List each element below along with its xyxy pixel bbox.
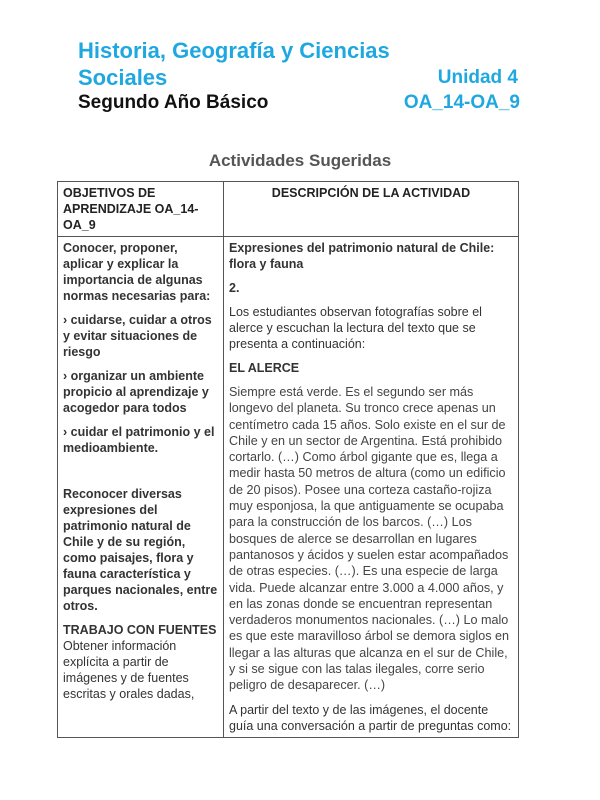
trabajo-text: Obtener información explícita a partir de imágenes y de fuentes escritas y orales dadas,: [63, 639, 195, 701]
title-line-1: Historia, Geografía y Ciencias: [78, 38, 390, 63]
activity-intro: Los estudiantes observan fotografías sobre el alerce y escuchan la lectura del texto que se presenta a continuación:: [229, 305, 482, 351]
unit-label: Unidad 4: [437, 67, 518, 88]
description-header: DESCRIPCIÓN DE LA ACTIVIDAD: [224, 182, 519, 237]
reading-title: EL ALERCE: [229, 361, 300, 375]
activity-number: 2.: [229, 281, 240, 295]
description-cell: [224, 237, 519, 738]
activities-table: [57, 181, 519, 738]
activity-title: Expresiones del patrimonio natural de Chile: flora y fauna: [229, 241, 495, 271]
objective-item: Conocer, proponer, aplicar y explicar la importancia de algunas normas necesarias para:: [63, 241, 211, 303]
reading-text: Siempre está verde. Es el segundo ser más longevo del planeta. Su tronco crece apenas un centímetro cada 15 años. Solo existe en el sur de Chile y en un sector de Argentina. Está prohibido cortarlo. (…) Como árbol gigante que es, llega a medir hasta 50 metros de altura (como un edificio de 20 pisos). Posee una corteza castaño-rojiza muy esponjosa, la que antiguamente se ocupaba para la construcción de los barcos. (…) Los bosques de alerce se desarrollan en lugares pantanosos y ácidos y suelen estar acompañados de otras especies. (…). Es una especie de larga vida. Puede alcanzar entre 3.000 a 4.000 años, y en las zonas donde se encuentran representan verdaderos monumentos nacionales. (…) Lo malo es que este maravilloso árbol se demora siglos en llegar a las alturas que alcanza en el sur de Chile, y si se sigue con las talas ilegales, corre serio peligro de desaparecer. (…): [229, 385, 510, 693]
section-title: Actividades Sugeridas: [208, 151, 392, 170]
objective-item: Reconocer diversas expresiones del patrimonio natural de Chile y de su región, como paisajes, flora y fauna característica y parques nacionales, entre otros.: [63, 487, 218, 613]
oa-label: OA_14-OA_9: [403, 92, 520, 113]
title-line-2: Sociales: [78, 65, 168, 90]
objective-item: › cuidar el patrimonio y el medioambiente.: [63, 425, 215, 455]
table-row: [58, 237, 519, 738]
closing-text: A partir del texto y de las imágenes, el docente guía una conversación a partir de preguntas como:: [229, 702, 512, 733]
objectives-header: OBJETIVOS DE APRENDIZAJE OA_14-OA_9: [58, 182, 224, 237]
table-header-row: [58, 182, 519, 237]
grade-label: Segundo Año Básico: [78, 92, 269, 113]
trabajo-heading: TRABAJO CON FUENTES: [63, 623, 217, 637]
objective-item: › organizar un ambiente propicio al aprendizaje y acogedor para todos: [63, 369, 209, 415]
document-title: [78, 37, 390, 91]
objective-item: › cuidarse, cuidar a otros y evitar situaciones de riesgo: [63, 313, 212, 359]
objectives-cell: [58, 237, 224, 738]
